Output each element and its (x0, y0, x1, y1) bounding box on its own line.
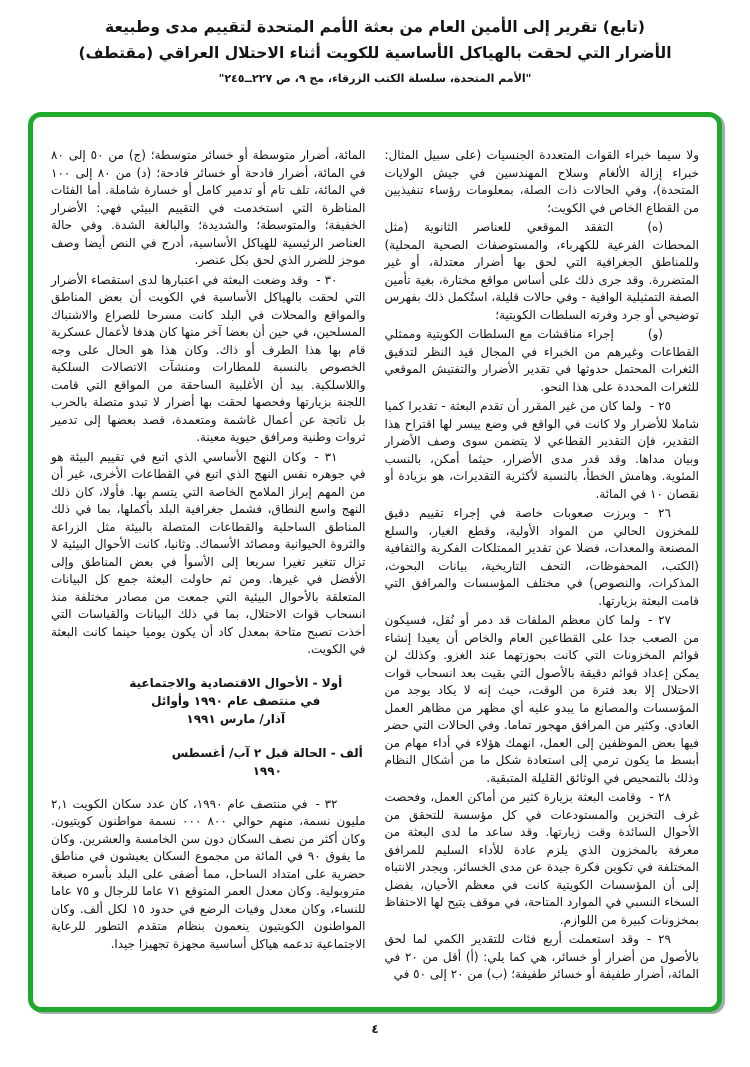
green-content-frame (28, 112, 722, 1012)
document-header (0, 14, 750, 87)
paragraph-number: ٢٥ - (649, 399, 671, 413)
paragraph-text: إجراء مناقشات مع السلطات الكويتية وممثلي القطاعات وغيرهم من الخبراء في المجال قيد النظر لتدقيق الثغرات المحتمل حدوثها في تقدير الأضرار والتفتيش الموقعي للثغرات المحددة على هذا النحو. (384, 327, 699, 394)
paragraph-h (385, 219, 700, 324)
document-title-line1: (تابع) تقرير إلى الأمين العام من بعثة الأمم المتحدة لتقييم مدى وطبيعة (105, 18, 645, 36)
document-title-line2: الأضرار التي لحقت بالهياكل الأساسية للكويت أثناء الاحتلال العراقي (مقتطف) (78, 44, 672, 62)
section-heading (106, 674, 366, 728)
paragraph-number: ٢٩ - (646, 932, 671, 946)
paragraph-32 (51, 796, 366, 954)
paragraph-number: ٢٧ - (648, 613, 671, 627)
paragraph-label: (و) (647, 327, 663, 341)
section-heading-line2: في منتصف عام ١٩٩٠ وأوائل (151, 693, 321, 708)
paragraph-label: (ه) (647, 220, 663, 234)
paragraph-26 (385, 505, 700, 610)
paragraph-continuation (51, 147, 366, 270)
paragraph-text: ولا سيما خبراء القوات المتعددة الجنسيات (على سبيل المثال: خبراء إزالة الألغام وسلاح المهندسين في جيش الولايات المتحدة)، وفي الحالات ذات الصلة، بمعلومات رؤساء تنفيذيين من القطاع الخاص في الكويت؛ (384, 148, 699, 215)
paragraph-number: ٢٨ - (649, 790, 671, 804)
paragraph-text: وقد وضعت البعثة في اعتبارها لدى استقصاء الأضرار التي لحقت بالهياكل الأساسية في الكويت أن بعض المناطق والمواقع والمحلات في البلد كانت مسرحا للصراع والاشتباك المسلحين، في حين أن بعضا آخر منها كان هدفا لأعمال عسكرية قام بها هذا الطرف أو ذاك. وكان هذا هو الحال على وجه الخصوص بالنسبة للمطارات ومنشآت الاتصالات السلكية واللاسلكية. بيد أن الأغلبية الساحقة من المواقع التي قامت اللجنة بزيارتها وفحصها لحقت بها أضرار لا تبدو متصلة بالحرب بل ناتجة عن أعمال غاشمة ومتعمدة، قصد بعضها إلى تدمير ثروات وطنية ومرافق حيوية معينة. (51, 272, 366, 444)
paragraph-text: وكان النهج الأساسي الذي اتبع في تقييم البيئة هو في جوهره نفس النهج الذي اتبع في القطاعات الأخرى، غير أن من المهم إبراز الملامح الخاصة التي يتسم بها. فأولا، كان ذلك النهج واسع النطاق، فشمل جغرافية البلد بأكملها، بما في ذلك المناطق الساحلية والقطاعات المتصلة بالبيئة مثل الزراعة والثروة الحيوانية ومصائد الأسماك. وثانيا، كانت الأحوال البيئية لا تزال تتغير تغيرا سريعا إلى الأسوأ في بعض المناطق وإلى الأفضل في غيرها. ومن ثم حاولت البعثة جمع كل البيانات المتعلقة بالأحوال البيئية التي جمعت من مصادر مختلفة منذ انسحاب قوات الاحتلال، بما في ذلك البيانات والقياسات التي أخذت تصبح متاحة بمعدل كاد أن يكون يوميا حينما كانت البعثة في الكويت. (51, 449, 366, 656)
section-heading-line3: آذار/ مارس ١٩٩١ (186, 711, 286, 726)
paragraph-27 (385, 612, 700, 787)
left-column (51, 147, 366, 986)
paragraph-text: في منتصف عام ١٩٩٠، كان عدد سكان الكويت ٢,١ مليون نسمة، منهم حوالي ٨٠٠ ٠٠٠ نسمة مواطنون كويتيون. وكان أكثر من نصف السكان دون سن الخامسة والعشرين. وكان ما يفوق ٩٠ في المائة من مجموع السكان يعيشون في مناطق حضرية على امتداد الساحل، مما أضفى على البلد بأسره صبغة متروبولية. وكان معدل العمر المتوقع ٧١ عاما للرجال و ٧٥ عاما للنساء، وكان معدل وفيات الرضع في حدود ١٥ لكل ألف. وكان المواطنون الكويتيون ينعمون بنظام متقدم التطور للرعاية الاجتماعية تدعمه هياكل أساسية مجهزة تجهيزا جيدا. (51, 796, 366, 951)
paragraph-30 (51, 272, 366, 447)
paragraph-31 (51, 449, 366, 659)
paragraph-text: وبرزت صعوبات خاصة في إجراء تقييم دقيق للمخزون الحالي من المواد الأولية، وقطع الغيار، والسلع المصنعة والمعدات، فضلا عن تقدير الممتلكات الفكرية والثقافية (الكتب، المحفوظات، التحف التاريخية، بيانات البحوث، المذكرات، والنصوص) في مختلف المؤسسات والمرافق التي قامت البعثة بزيارتها. (384, 506, 699, 608)
paragraph-continuation (385, 147, 700, 217)
subsection-heading: ألف - الحالة قبل ٢ آب/ أغسطس ١٩٩٠ (171, 745, 363, 778)
paragraph-text: التفقد الموقعي للعناصر الثانوية (مثل المحطات الفرعية للكهرباء، والمستوصفات الصحية المحلية) وللمناطق الجغرافية التي لحق بها أضرار معتدلة، أو غير المتضررة. وقد جرى ذلك على أساس مواقع مختارة، بغية تأمين الصفة التمثيلية الوافية - وفي حالات قليلة، استُكمل ذلك بفهرس توضيحي أو جرد وفرته السلطات الكويتية؛ (384, 220, 699, 322)
two-column-layout (33, 117, 717, 986)
paragraph-number: ٣٢ - (315, 796, 338, 811)
page-number: ٤ (371, 1022, 379, 1036)
paragraph-text: وقامت البعثة بزيارة كثير من أماكن العمل، وفحصت غرف التخزين والمستودعات في كل مؤسسة للتحقق من الأحوال السائدة وقت زيارتها. وقد ساعد ما لدى البعثة من معرفة بالمخزون الذي يلزم عادة للأداء السليم للمرافق المختلفة في تكوين فكرة جيدة عن مدى الخسائر. ويجدر الانتباه إلى أن المؤسسات الكويتية كانت في معظم الأحيان، بفضل السخاء النسبي في الموارد المتاحة، في موقف يتيح لها الاحتفاظ بمخزونات كبيرة من اللوازم. (384, 790, 699, 927)
paragraph-number: ٣٠ - (316, 272, 338, 287)
paragraph-text: ولما كان من غير المقرر أن تقدم البعثة - تقديرا كميا شاملا للأضرار ولا كانت في الواقع في وضع ييسر لها اقتراح هذا التقدير، فإن التقدير القطاعي لا يتضمن سوى وصف الأضرار وبيان مداها. وقد قدر مدى الأضرار، حيثما أمكن، بالنسب المئوية. وهامش الخطأ، بالنسبة لأكثرية التقديرات، هو بزيادة أو نقصان ١٠ في المائة. (384, 399, 699, 501)
paragraph-w (385, 326, 700, 396)
paragraph-text: وقد استعملت أربع فئات للتقدير الكمي لما لحق بالأصول من أضرار أو خسائر، هي كما يلي: (أ) أقل من ٢٠ في المائة، أضرار طفيفة أو خسائر طفيفة؛ (ب) من ٢٠ إلى ٥٠ في (384, 932, 699, 981)
paragraph-number: ٢٦ - (643, 506, 671, 520)
source-citation: "الأمم المتحدة، سلسلة الكتب الزرقاء، مج ٩، ص ٢٢٧ــ٢٤٥" (218, 72, 532, 85)
paragraph-29 (385, 931, 700, 984)
section-heading-line1: أولا - الأحوال الاقتصادية والاجتماعية (129, 675, 343, 690)
paragraph-text: ولما كان معظم الملفات قد دمر أو نُقل، فسيكون من الصعب جدا على القطاعين العام والخاص أن يعيدا إنشاء قوائم المخزونات التي كانت بحوزتهما عند الغزو. وكذلك لن يمكن إعداد قوائم دقيقة بالأصول التي بقيت بعد انسحاب قوات الاحتلال إلا بعد فترة من الوقت، حيث إنه لا يكاد يوجد من المؤسسات والمصانع ما يبدو عليه أي مظهر من مظاهر العمل العادي. وكثير من المرافق مهجور تماما. وفي الحالات التي حضر فيها بعض الموظفين إلى العمل، انهمك هؤلاء في أداء مهام من أبسط ما يكون ترمي إلى استعادة شكل ما من أشكال النظام وذلك بالتمحيص في الوثائق القليلة المتبقية. (384, 613, 699, 785)
paragraph-text: المائة، أضرار متوسطة أو خسائر متوسطة؛ (ج) من ٥٠ إلى ٨٠ في المائة، أضرار فادحة أو خسائر فادحة؛ (د) من ٨٠ إلى ١٠٠ في المائة، تلف تام أو تدمير كامل أو خسارة شاملة. أما الفئات المناظرة التي استخدمت في التقييم البيئي فهي: الأضرار الخفيفة؛ والمتوسطة؛ والشديدة؛ والبالغة الشدة. وفي حالة العناصر الرئيسية للهياكل الأساسية، أدرج في النص أيضا وصف موجز للضرر الذي لحق بكل عنصر. (51, 148, 366, 267)
paragraph-number: ٣١ - (314, 449, 338, 464)
right-column (385, 147, 700, 986)
paragraph-28 (385, 789, 700, 929)
paragraph-25 (385, 398, 700, 503)
